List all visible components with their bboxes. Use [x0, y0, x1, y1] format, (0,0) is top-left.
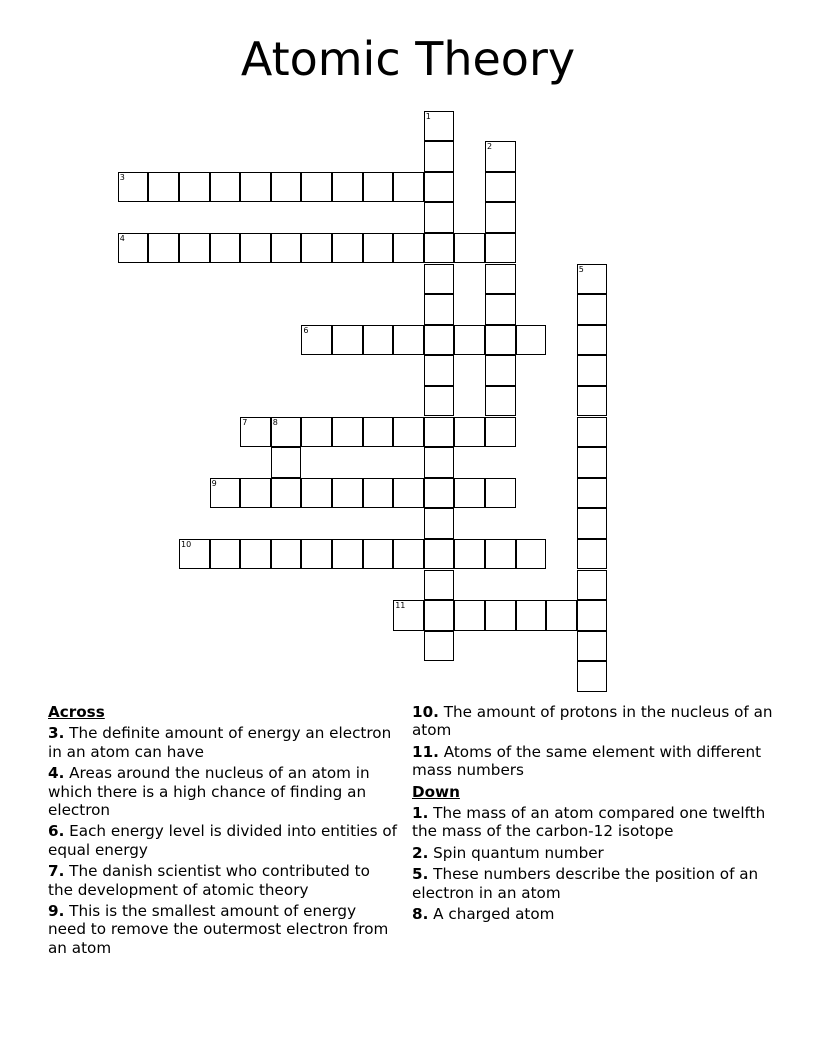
grid-cell[interactable] [424, 508, 455, 539]
grid-cell[interactable] [454, 539, 485, 570]
grid-cell[interactable] [271, 417, 302, 448]
grid-cell[interactable] [363, 478, 394, 509]
grid-cell[interactable] [485, 539, 516, 570]
grid-cell[interactable] [485, 355, 516, 386]
grid-cell[interactable] [454, 325, 485, 356]
across-clue-4 [48, 764, 398, 819]
across-clue-3 [48, 724, 398, 761]
grid-cell[interactable] [301, 478, 332, 509]
grid-cell[interactable] [240, 478, 271, 509]
down-clue-5 [412, 865, 782, 902]
cell-number: 4 [119, 233, 125, 243]
clue-text: These numbers describe the position of an electron in an atom [412, 865, 759, 902]
grid-cell[interactable] [485, 294, 516, 325]
clues-column-right [412, 703, 782, 926]
grid-cell[interactable] [485, 264, 516, 295]
grid-cell[interactable] [118, 172, 149, 203]
down-clue-2 [412, 844, 782, 862]
grid-cell[interactable] [424, 111, 455, 142]
grid-cell[interactable] [577, 294, 608, 325]
grid-cell[interactable] [577, 478, 608, 509]
clue-number: 6. [48, 822, 65, 841]
clue-text: The danish scientist who contributed to the development of atomic theory [48, 862, 370, 899]
cell-number: 6 [303, 325, 309, 335]
grid-cell[interactable] [363, 417, 394, 448]
grid-cell[interactable] [393, 325, 424, 356]
clue-number: 3. [48, 724, 65, 743]
grid-cell[interactable] [271, 172, 302, 203]
across-heading: Across [48, 703, 105, 721]
clues-column-left [48, 703, 398, 960]
grid-cell[interactable] [424, 539, 455, 570]
grid-cell[interactable] [240, 417, 271, 448]
down-heading: Down [412, 782, 460, 801]
grid-cell[interactable] [424, 233, 455, 264]
grid-cell[interactable] [516, 325, 547, 356]
grid-cell[interactable] [393, 478, 424, 509]
grid-cell[interactable] [485, 233, 516, 264]
across-clue-9 [48, 902, 398, 957]
grid-cell[interactable] [271, 233, 302, 264]
grid-cell[interactable] [424, 417, 455, 448]
grid-cell[interactable] [516, 600, 547, 631]
clue-number: 7. [48, 862, 65, 881]
grid-cell[interactable] [485, 141, 516, 172]
clue-number: 4. [48, 764, 65, 783]
grid-cell[interactable] [424, 141, 455, 172]
cell-number: 2 [487, 142, 493, 152]
grid-cell[interactable] [424, 386, 455, 417]
clue-number: 10. [412, 703, 439, 721]
cell-number: 11 [395, 601, 406, 611]
grid-cell[interactable] [363, 325, 394, 356]
grid-cell[interactable] [332, 417, 363, 448]
clue-text: Areas around the nucleus of an atom in which there is a high chance of finding an electron [48, 764, 370, 820]
grid-cell[interactable] [577, 508, 608, 539]
grid-cell[interactable] [301, 233, 332, 264]
grid-cell[interactable] [485, 478, 516, 509]
grid-cell[interactable] [301, 539, 332, 570]
grid-cell[interactable] [332, 233, 363, 264]
grid-cell[interactable] [301, 172, 332, 203]
grid-cell[interactable] [454, 600, 485, 631]
clue-text: The mass of an atom compared one twelfth the mass of the carbon-12 isotope [412, 804, 766, 841]
grid-cell[interactable] [363, 539, 394, 570]
grid-cell[interactable] [485, 325, 516, 356]
grid-cell[interactable] [577, 570, 608, 601]
grid-cell[interactable] [577, 447, 608, 478]
grid-cell[interactable] [301, 417, 332, 448]
across-clue-11 [412, 743, 782, 780]
grid-cell[interactable] [424, 172, 455, 203]
grid-cell[interactable] [271, 447, 302, 478]
across-clue-10 [412, 703, 782, 740]
grid-cell[interactable] [424, 325, 455, 356]
grid-cell[interactable] [240, 539, 271, 570]
grid-cell[interactable] [424, 294, 455, 325]
grid-cell[interactable] [485, 202, 516, 233]
grid-cell[interactable] [516, 539, 547, 570]
grid-cell[interactable] [577, 355, 608, 386]
grid-cell[interactable] [485, 386, 516, 417]
grid-cell[interactable] [332, 539, 363, 570]
across-clue-6 [48, 822, 398, 859]
down-clue-8 [412, 905, 782, 923]
grid-cell[interactable] [424, 202, 455, 233]
grid-cell[interactable] [454, 417, 485, 448]
cell-number: 9 [211, 478, 217, 488]
grid-cell[interactable] [210, 478, 241, 509]
grid-cell[interactable] [210, 539, 241, 570]
grid-cell[interactable] [485, 417, 516, 448]
grid-cell[interactable] [454, 233, 485, 264]
cell-number: 3 [119, 172, 125, 182]
grid-cell[interactable] [393, 539, 424, 570]
grid-cell[interactable] [577, 539, 608, 570]
grid-cell[interactable] [577, 264, 608, 295]
grid-cell[interactable] [301, 325, 332, 356]
clue-number: 1. [412, 804, 429, 823]
cell-number: 5 [578, 264, 584, 274]
cell-number: 10 [181, 539, 192, 549]
grid-cell[interactable] [179, 172, 210, 203]
cell-number: 1 [425, 111, 431, 121]
grid-cell[interactable] [485, 172, 516, 203]
grid-cell[interactable] [148, 233, 179, 264]
grid-cell[interactable] [271, 539, 302, 570]
across-clue-7 [48, 862, 398, 899]
grid-cell[interactable] [393, 417, 424, 448]
grid-cell[interactable] [179, 539, 210, 570]
grid-cell[interactable] [577, 386, 608, 417]
grid-cell[interactable] [454, 478, 485, 509]
grid-cell[interactable] [577, 631, 608, 662]
grid-cell[interactable] [148, 172, 179, 203]
grid-cell[interactable] [240, 233, 271, 264]
grid-cell[interactable] [240, 172, 271, 203]
grid-cell[interactable] [332, 172, 363, 203]
grid-cell[interactable] [271, 478, 302, 509]
clue-text: A charged atom [433, 905, 555, 924]
grid-cell[interactable] [424, 631, 455, 662]
clue-number: 2. [412, 843, 429, 862]
cell-number: 7 [242, 417, 248, 427]
clue-text: The definite amount of energy an electron in an atom can have [48, 724, 392, 761]
clue-text: Spin quantum number [433, 843, 604, 862]
grid-cell[interactable] [577, 325, 608, 356]
grid-cell[interactable] [424, 264, 455, 295]
clue-text: The amount of protons in the nucleus of an atom [412, 703, 773, 740]
clue-text: Atoms of the same element with different mass numbers [412, 742, 762, 780]
grid-cell[interactable] [363, 172, 394, 203]
grid-cell[interactable] [577, 417, 608, 448]
clue-number: 8. [412, 905, 429, 924]
clue-number: 9. [48, 902, 65, 921]
grid-cell[interactable] [424, 600, 455, 631]
grid-cell[interactable] [424, 570, 455, 601]
grid-cell[interactable] [424, 447, 455, 478]
grid-cell[interactable] [485, 600, 516, 631]
grid-cell[interactable] [393, 233, 424, 264]
grid-cell[interactable] [546, 600, 577, 631]
grid-cell[interactable] [577, 600, 608, 631]
grid-cell[interactable] [424, 478, 455, 509]
cell-number: 8 [272, 417, 278, 427]
grid-cell[interactable] [424, 355, 455, 386]
grid-cell[interactable] [363, 233, 394, 264]
clue-number: 5. [412, 865, 429, 884]
clue-text: Each energy level is divided into entities of equal energy [48, 822, 398, 859]
down-clue-1 [412, 804, 782, 841]
page-title: Atomic Theory [240, 32, 576, 86]
clue-text: This is the smallest amount of energy need to remove the outermost electron from an atom [48, 902, 389, 957]
clue-number: 11. [412, 742, 439, 761]
grid-cell[interactable] [210, 233, 241, 264]
grid-cell[interactable] [179, 233, 210, 264]
grid-cell[interactable] [393, 172, 424, 203]
grid-cell[interactable] [332, 325, 363, 356]
grid-cell[interactable] [210, 172, 241, 203]
grid-cell[interactable] [118, 233, 149, 264]
grid-cell[interactable] [577, 661, 608, 692]
grid-cell[interactable] [332, 478, 363, 509]
grid-cell[interactable] [393, 600, 424, 631]
